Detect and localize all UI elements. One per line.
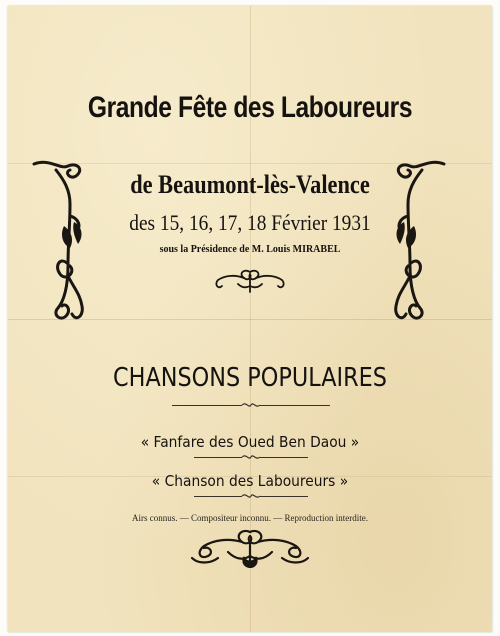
poster-sheet — [8, 6, 492, 632]
song-item: « Fanfare des Oued Ben Daou » — [140, 433, 360, 451]
divider-ornament-icon — [241, 400, 261, 410]
divider-line — [260, 496, 308, 497]
footnote: Airs connus. — Compositeur inconnu. — Reproduction interdite. — [132, 513, 368, 523]
poster-subtitle: de Beaumont-lès-Valence — [130, 170, 370, 199]
divider-ornament-icon — [241, 452, 261, 462]
right-swirl-ornament-icon — [388, 156, 448, 326]
divider-ornament-icon — [241, 491, 261, 501]
divider-line — [260, 457, 308, 458]
presidence-line: sous la Présidence de M. Louis MIRABEL — [159, 244, 341, 255]
bottom-fleuron-icon — [184, 526, 316, 570]
left-swirl-ornament-icon — [30, 156, 90, 326]
divider-line — [172, 405, 242, 406]
divider-line — [260, 405, 330, 406]
small-fleuron-icon — [208, 266, 292, 296]
poster-title: Grande Fête des Laboureurs — [87, 91, 413, 124]
section-title: CHANSONS POPULAIRES — [113, 363, 387, 393]
song-item: « Chanson des Laboureurs » — [151, 472, 349, 490]
divider-line — [194, 457, 242, 458]
event-dates: des 15, 16, 17, 18 Février 1931 — [129, 210, 371, 235]
divider-line — [194, 496, 242, 497]
